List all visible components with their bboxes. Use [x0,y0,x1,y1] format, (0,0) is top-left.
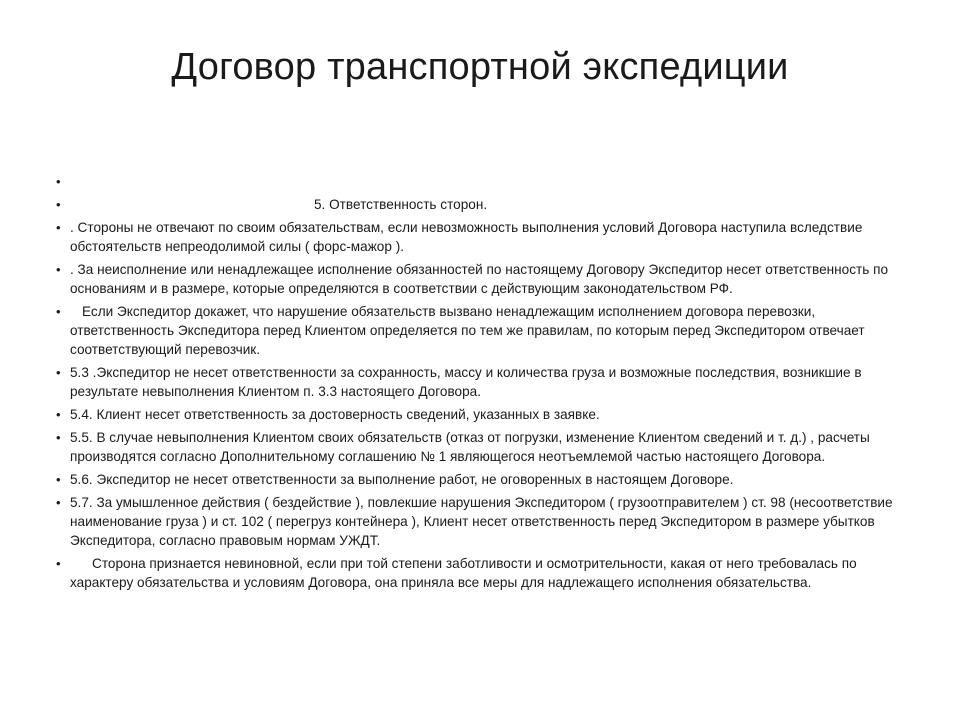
bullet-icon: • [56,472,61,487]
list-item-text: 5.4. Клиент несет ответственность за достоверность сведений, указанных в заявке. [70,407,600,422]
bullet-icon: • [56,495,61,510]
bullet-icon: • [56,430,61,445]
list-item [56,363,916,401]
bullet-icon: • [56,556,61,571]
bullet-icon: • [56,262,61,277]
list-item-text: Сторона признается невиновной, если при той степени заботливости и осмотрительности, какая от него требовалась по характеру обязательства и условиям Договора, она приняла все меры для надлежащего исполнения обязательства. [70,556,857,590]
list-item [56,428,916,466]
list-item-text: 5.3 .Экспедитор не несет ответственности за сохранность, массу и количества груза и возможные последствия, возникшие в результате невыполнения Клиентом п. 3.3 настоящего Договора. [70,365,862,399]
list-item [56,493,916,550]
list-item [56,470,916,489]
list-item [56,405,916,424]
list-item-text: 5.6. Экспедитор не несет ответственности за выполнение работ, не оговоренных в настоящем Договоре. [70,472,734,487]
list-item [56,172,916,191]
section-heading: 5. Ответственность сторон. [314,197,488,212]
bullet-icon: • [56,197,61,212]
bullet-icon: • [56,220,61,235]
list-item [56,195,916,214]
list-item-text: . За неисполнение или ненадлежащее исполнение обязанностей по настоящему Договору Экспедитор несет ответственность по основаниям и в размере, которые определяются в соответствии с действующим законодательством РФ. [70,262,889,296]
slide-title: Договор транспортной экспедиции [171,46,789,88]
list-item-text: 5.5. В случае невыполнения Клиентом своих обязательств (отказ от погрузки, изменение Клиентом сведений и т. д.) , расчеты производятся согласно Дополнительному соглашению № 1 являющегося неотъемлемой частью настоящего Договора. [70,430,870,464]
bullet-list [56,172,916,596]
list-item [56,260,916,298]
bullet-icon: • [56,174,61,189]
bullet-icon: • [56,304,61,319]
list-item-text: . Стороны не отвечают по своим обязательствам, если невозможность выполнения условий Договора наступила вследствие обстоятельств непреодолимой силы ( форс-мажор ). [70,220,863,254]
list-item-text: Если Экспедитор докажет, что нарушение обязательств вызвано ненадлежащим исполнением договора перевозки, ответственность Экспедитора перед Клиентом определяется по тем же правилам, по которым перед Экспедитором отвечает соответствующий перевозчик. [70,304,865,357]
bullet-icon: • [56,365,61,380]
list-item [56,554,916,592]
list-item [56,302,916,359]
bullet-icon: • [56,407,61,422]
list-item [56,218,916,256]
list-item-text: 5.7. За умышленное действия ( бездействие ), повлекшие нарушения Экспедитором ( грузоотправителем ) ст. 98 (несоответствие наименование груза ) и ст. 102 ( перегруз контейнера ), Клиент несет ответственность перед Экспедитором в размере убытков Экспедитора, согласно правовым нормам УЖДТ. [70,495,893,548]
